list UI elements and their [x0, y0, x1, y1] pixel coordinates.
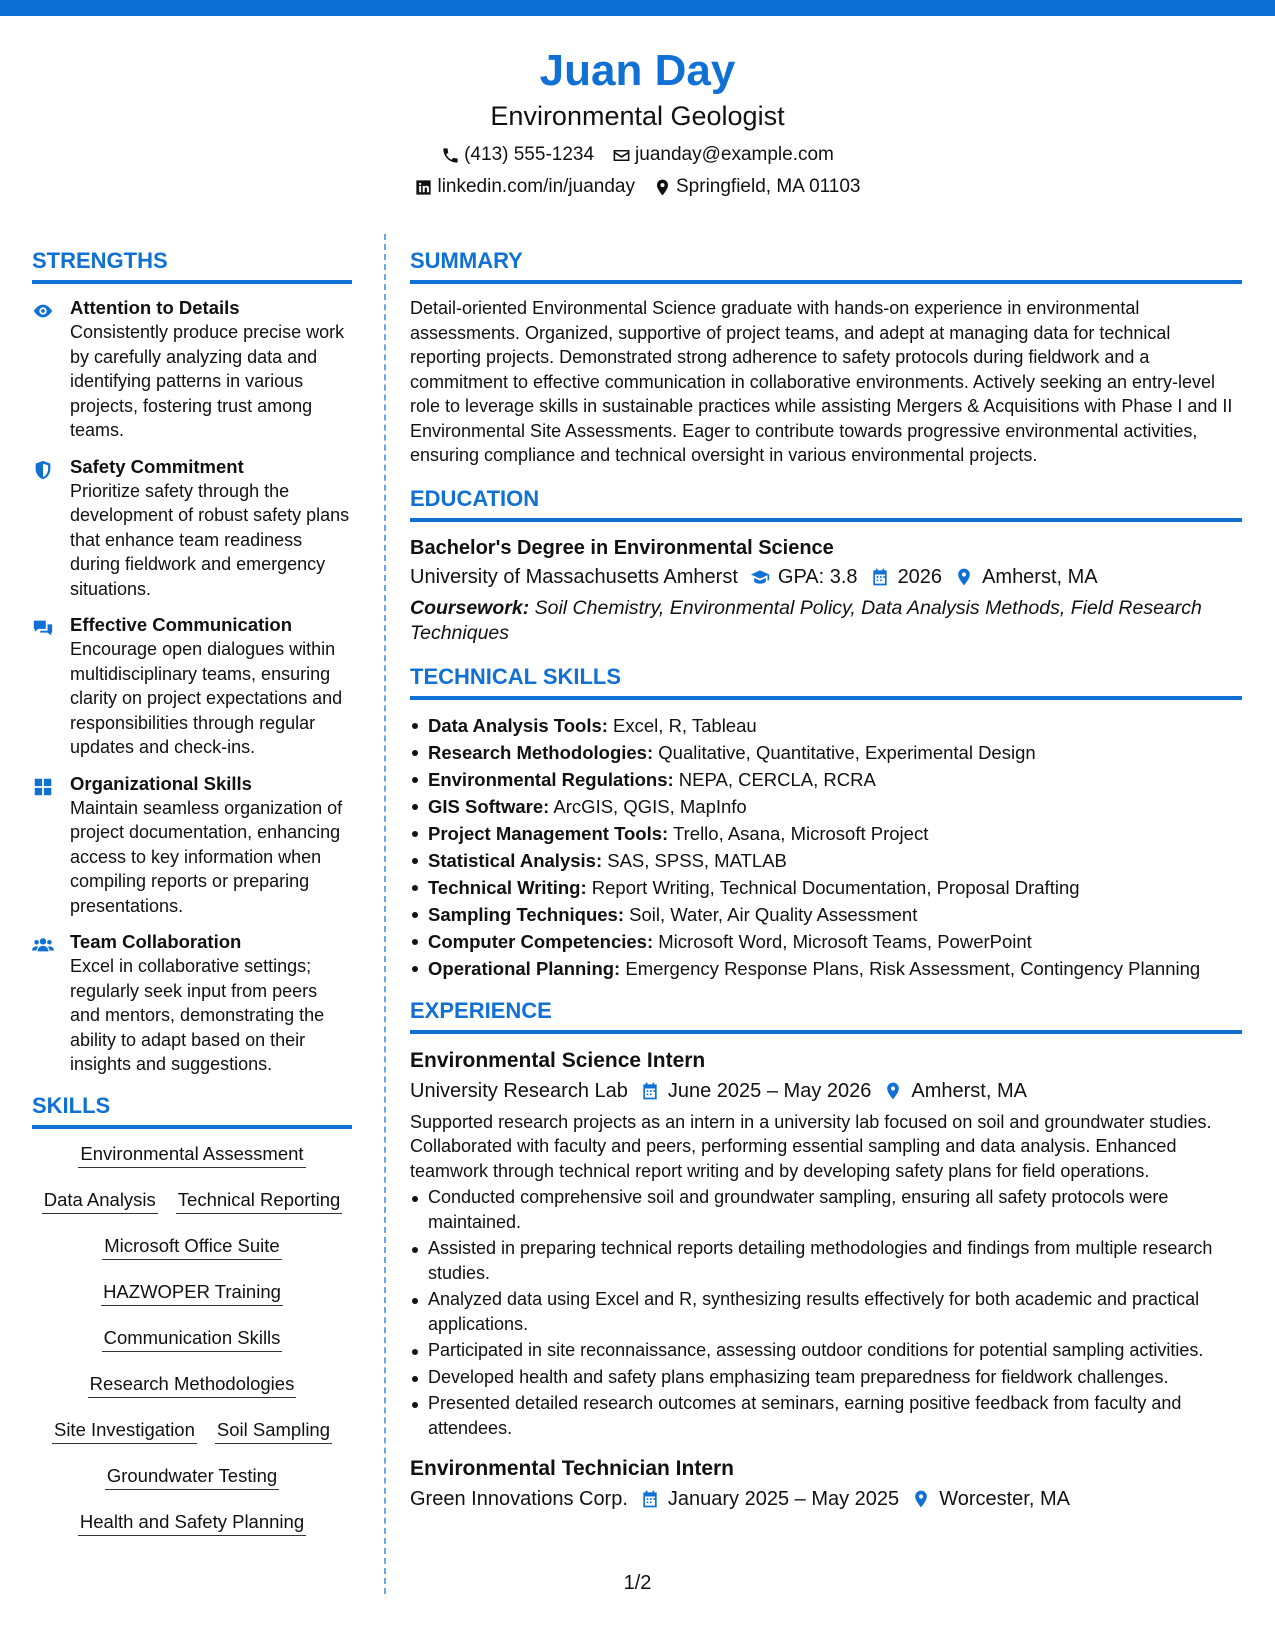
list-item: Environmental Regulations: NEPA, CERCLA, RCRA: [410, 766, 1242, 793]
list-item: Developed health and safety plans emphasizing team preparedness for fieldwork challenges.: [410, 1365, 1242, 1390]
education-meta: [410, 562, 1242, 592]
skill-chip: Groundwater Testing: [105, 1463, 279, 1490]
list-item: Data Analysis Tools: Excel, R, Tableau: [410, 712, 1242, 739]
skill-chip: HAZWOPER Training: [101, 1279, 283, 1306]
degree-title: Bachelor's Degree in Environmental Science: [410, 536, 834, 559]
skill-chip: Soil Sampling: [215, 1417, 332, 1444]
job-location: Amherst, MA: [911, 1079, 1027, 1102]
calendar-icon: [640, 1081, 660, 1101]
experience-heading: EXPERIENCE: [410, 996, 1242, 1034]
job-title: Environmental Science Intern: [410, 1048, 706, 1072]
job-dates: June 2025 – May 2026: [667, 1079, 872, 1102]
education-location: Amherst, MA: [982, 565, 1098, 588]
email-text: juanday@example.com: [635, 144, 834, 165]
skill-chip: Environmental Assessment: [78, 1141, 305, 1168]
strength-desc: Encourage open dialogues within multidisciplinary teams, ensuring clarity on project expectations and responsibilities through regular updates and check-ins.: [70, 639, 343, 757]
strength-desc: Excel in collaborative settings; regularly seek input from peers and mentors, demonstrating the ability to adapt based on their insights and suggestions.: [70, 956, 325, 1074]
calendar-icon: [870, 567, 890, 587]
strength-title: Organizational Skills: [70, 772, 252, 794]
right-column: [410, 246, 1242, 1514]
location-text: Springfield, MA 01103: [676, 176, 861, 197]
technical-skills-list: [410, 712, 1242, 982]
job-description: Supported research projects as an intern in a university lab focused on soil and groundwater studies. Collaborated with faculty and peers, performing essential sampling and data analysis. Enhanced teamwork through technical report writing and by developing safety plans for field operations.: [410, 1111, 1212, 1181]
candidate-title: Environmental Geologist: [490, 101, 785, 131]
technical-skills-heading: TECHNICAL SKILLS: [410, 662, 1242, 700]
column-divider: [384, 234, 386, 1594]
list-item: Project Management Tools: Trello, Asana, Microsoft Project: [410, 820, 1242, 847]
resume-header: [0, 42, 1275, 202]
strength-desc: Prioritize safety through the development of robust safety plans that enhance team readiness during fieldwork and emergency situations.: [70, 480, 350, 599]
strength-item: [32, 772, 352, 919]
list-item: Analyzed data using Excel and R, synthesizing results effectively for both academic and practical applications.: [410, 1287, 1242, 1336]
skill-chip: Data Analysis: [42, 1187, 158, 1214]
strengths-heading: STRENGTHS: [32, 246, 352, 284]
strength-title: Effective Communication: [70, 614, 293, 635]
list-item: Operational Planning: Emergency Response Plans, Risk Assessment, Contingency Planning: [410, 955, 1242, 982]
strength-item: [32, 296, 352, 443]
job-bullets: [410, 1185, 1242, 1440]
contact-row-1: [0, 140, 1275, 170]
summary-heading: SUMMARY: [410, 246, 1242, 284]
skill-chip: Technical Reporting: [176, 1187, 342, 1214]
skill-chip: Health and Safety Planning: [78, 1509, 306, 1536]
job-location: Worcester, MA: [939, 1488, 1070, 1510]
map-pin-icon: [883, 1081, 903, 1101]
phone-icon: [441, 146, 460, 165]
strength-item: [32, 930, 352, 1077]
linkedin-contact[interactable]: [414, 172, 635, 202]
list-item: Statistical Analysis: SAS, SPSS, MATLAB: [410, 847, 1242, 874]
company-name: University Research Lab: [410, 1079, 628, 1102]
map-pin-icon: [911, 1489, 931, 1509]
education-heading: EDUCATION: [410, 484, 1242, 522]
strength-desc: Maintain seamless organization of project documentation, enhancing access to key information when compiling reports or preparing presentations.: [70, 797, 343, 916]
coursework: [410, 596, 1242, 646]
users-icon: [32, 934, 54, 956]
list-item: Sampling Techniques: Soil, Water, Air Quality Assessment: [410, 901, 1242, 928]
job-dates: January 2025 – May 2025: [667, 1488, 900, 1510]
shield-icon: [32, 459, 54, 481]
location-contact: [653, 172, 861, 202]
skills-list: [32, 1141, 352, 1555]
school-name: University of Massachusetts Amherst: [410, 565, 738, 588]
strength-title: Safety Commitment: [70, 455, 244, 477]
map-pin-icon: [653, 178, 672, 197]
envelope-icon: [612, 146, 631, 165]
list-item: Research Methodologies: Qualitative, Quantitative, Experimental Design: [410, 739, 1242, 766]
phone-contact: [441, 140, 594, 170]
contact-row-2: [0, 172, 1275, 202]
gpa-text: GPA: 3.8: [777, 565, 858, 588]
coursework-text: Soil Chemistry, Environmental Policy, Data Analysis Methods, Field Research Techniques: [410, 596, 1202, 644]
strength-title: Attention to Details: [70, 297, 240, 318]
skill-chip: Site Investigation: [52, 1417, 197, 1444]
phone-text: (413) 555-1234: [464, 144, 595, 165]
skills-heading: SKILLS: [32, 1091, 352, 1129]
summary-text: Detail-oriented Environmental Science graduate with hands-on experience in environmental assessments. Organized, supportive of project teams, and adept at managing data for technical reporting projects. Demonstrated strong adherence to safety protocols during fieldwork and a commitment to effective communication in collaborative environments. Actively seeking an entry-level role to leverage skills in sustainable practices while assisting Mergers & Acquisitions with Phase I and II Environmental Site Assessments. Eager to contribute towards progressive environmental activities, ensuring compliance and technical oversight in various environmental projects.: [410, 298, 1233, 465]
page-number: 1/2: [623, 1572, 652, 1594]
coursework-label: Coursework:: [410, 596, 530, 619]
calendar-icon: [640, 1489, 660, 1509]
candidate-name: Juan Day: [539, 46, 736, 95]
graduation-year: 2026: [897, 565, 943, 588]
strength-desc: Consistently produce precise work by carefully analyzing data and identifying patterns in various projects, fostering trust among teams.: [70, 322, 345, 440]
list-item: Presented detailed research outcomes at seminars, earning positive feedback from faculty and attendees.: [410, 1391, 1242, 1440]
graduation-cap-icon: [750, 567, 770, 587]
left-column: [32, 246, 352, 1555]
job-title: Environmental Technician Intern: [410, 1457, 735, 1480]
job-meta: [410, 1484, 1242, 1514]
list-item: Conducted comprehensive soil and groundwater sampling, ensuring all safety protocols were maintained.: [410, 1185, 1242, 1234]
linkedin-text: linkedin.com/in/juanday: [437, 176, 635, 197]
top-accent-bar: [0, 0, 1275, 16]
company-name: Green Innovations Corp.: [410, 1488, 628, 1510]
grid-icon: [32, 776, 54, 798]
chat-icon: [32, 617, 54, 639]
strength-item: [32, 455, 352, 602]
list-item: GIS Software: ArcGIS, QGIS, MapInfo: [410, 793, 1242, 820]
linkedin-icon: [414, 178, 433, 197]
skill-chip: Communication Skills: [102, 1325, 283, 1352]
strength-item: [32, 613, 352, 760]
eye-icon: [32, 300, 54, 322]
list-item: Technical Writing: Report Writing, Technical Documentation, Proposal Drafting: [410, 874, 1242, 901]
email-contact[interactable]: [612, 140, 834, 170]
strength-title: Team Collaboration: [70, 931, 242, 952]
list-item: Assisted in preparing technical reports detailing methodologies and findings from multiple research studies.: [410, 1236, 1242, 1285]
list-item: Participated in site reconnaissance, assessing outdoor conditions for potential sampling activities.: [410, 1338, 1242, 1363]
skill-chip: Microsoft Office Suite: [102, 1233, 281, 1260]
job-meta: [410, 1076, 1242, 1106]
skill-chip: Research Methodologies: [88, 1371, 297, 1398]
list-item: Computer Competencies: Microsoft Word, Microsoft Teams, PowerPoint: [410, 928, 1242, 955]
map-pin-icon: [954, 567, 974, 587]
